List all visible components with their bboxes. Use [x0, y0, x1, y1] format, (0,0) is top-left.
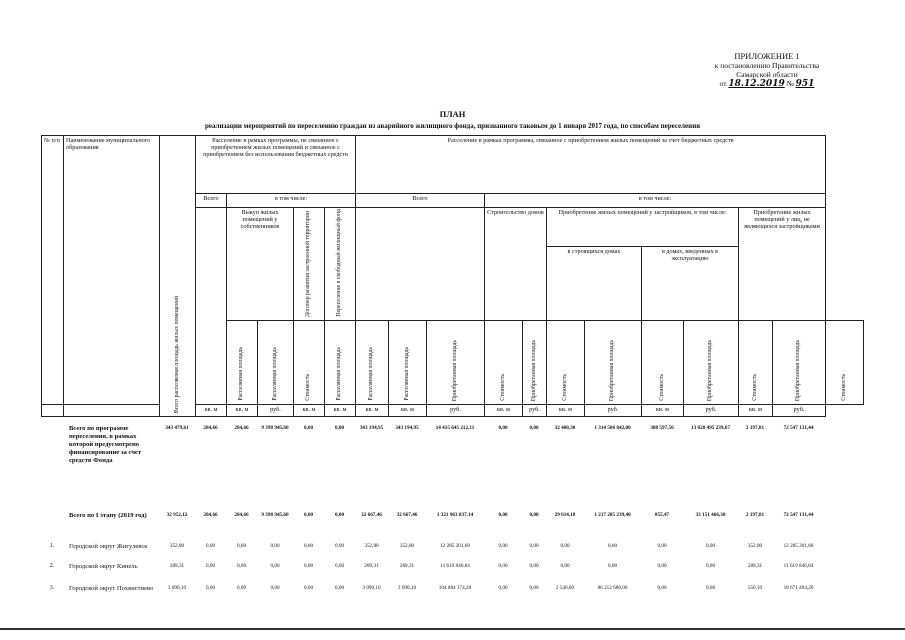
- row-value: 284,66: [203, 425, 218, 431]
- row-value: 0,00: [705, 543, 716, 549]
- table-row: [41, 512, 864, 534]
- row-value: 0,00: [560, 543, 570, 549]
- appendix-title: ПРИЛОЖЕНИЕ 1: [734, 51, 800, 61]
- row-value: 18 671 494,20: [783, 585, 814, 591]
- row-value: 11 619 846,84: [440, 563, 470, 569]
- row-name: Городской округ Кинель: [69, 563, 138, 570]
- row-value: 29 614,18: [554, 512, 576, 518]
- row-number: 3.: [49, 585, 55, 591]
- row-value: 33 151 466,30: [695, 512, 726, 518]
- row-value: 0,00: [657, 585, 667, 591]
- row-value: 855,47: [654, 512, 670, 518]
- row-value: 9 398 945,60: [261, 512, 289, 518]
- row-name: Всего по I этапу (2019 год): [69, 512, 147, 519]
- row-value: 32 667,46: [361, 512, 382, 518]
- row-value: 289,31: [169, 563, 185, 569]
- handwritten-date: 18.12.2019: [728, 79, 785, 89]
- row-value: 2 197,81: [745, 425, 765, 431]
- row-value: 308 597,56: [650, 425, 674, 431]
- stroitelstvo-header: Строительство домов: [485, 208, 547, 321]
- row-value: 0,00: [657, 543, 667, 549]
- row-value: 284,66: [203, 512, 218, 518]
- row-value: 0,00: [529, 425, 539, 431]
- row-number: 1.: [49, 543, 55, 549]
- row-value: 0,00: [303, 512, 314, 518]
- row-number: 2.: [49, 563, 55, 569]
- page-bottom-border: [0, 628, 905, 630]
- row-value: 343 194,95: [395, 425, 419, 431]
- row-value: 13 028 495 239,67: [691, 425, 730, 431]
- row-value: 2 540,00: [555, 585, 575, 591]
- col-total-area-header: Всего расселяемая площадь жилых помещений: [160, 136, 196, 417]
- appendix-line2: Самарской области: [736, 70, 798, 79]
- v-tom-chisle2-header: в том числе:: [485, 194, 826, 208]
- row-value: 0,00: [334, 585, 345, 591]
- row-value: 72 547 131,44: [783, 512, 814, 518]
- row-value: 0,00: [529, 563, 539, 569]
- row-value: 352,80: [747, 543, 763, 549]
- handwritten-number: 951: [795, 79, 815, 89]
- row-value: 289,31: [399, 563, 415, 569]
- row-value: 0,00: [334, 543, 345, 549]
- row-value: 0,00: [705, 563, 716, 569]
- row-value: 343 479,61: [165, 425, 189, 431]
- dogovor-header: Договор развития застроенной территории: [294, 208, 325, 321]
- vsego2-header: Всего: [356, 194, 485, 208]
- row-value: 289,31: [747, 563, 763, 569]
- row-value: 0,00: [498, 512, 508, 518]
- table-row: [41, 543, 864, 561]
- row-value: 86 212 680,00: [597, 585, 628, 591]
- row-value: 0,00: [303, 543, 314, 549]
- row-value: 0,00: [529, 585, 539, 591]
- pereselenie-header: Переселение в свободный жилищный фонд: [325, 208, 356, 321]
- group-linked-header: Расселение в рамках программы, связанное с приобретением жилых помещений за счет бюджетных средств: [356, 136, 826, 194]
- row-value: 0,00: [236, 543, 247, 549]
- plan-header-table: № п/п Наименование муниципального образования Всего расселяемая площадь жилых помещений Расселение в рамках программы, не связанное с приобретением жилых помещений и связанное с приобретением без использования бюджетных средств Расселение в рамках программы, связанное с приобретением жилых помещений за счет бюджетных средств Всего в том числе: Всего в том числе: Выкуп жилых помещений у собственников Договор развития застроенной территории Переселение в свободный жилищный фонд Строительство домов Приобретение жилых помещений у застройщиков, в том числе: Приобретение жилых помещений у лиц, не являющихся застройщиками в строящихся домах в домах, введенных в эксплуатацию Расселяемая площадь Расселяемая площадь Стоимость Расселяемая площадь Расселяемая площадь Расселяемая площадь Приобретаемая площадь Стоимость Приобретаемая площадь Стоимость Приобретаемая площадь Стоимость Приобретаемая площадь Стоимость Приобретаемая площадь Стоимость кв. м кв. м руб. кв. м кв. м кв. м кв. м руб. кв. м руб. кв. м руб. кв. м руб. кв. м руб.: [41, 135, 864, 417]
- row-value: 289,31: [364, 563, 379, 569]
- row-value: 0,00: [498, 585, 508, 591]
- row-value: 0,00: [607, 563, 618, 569]
- priobr-zastr-header: Приобретение жилых помещений у застройщиков, в том числе:: [547, 208, 739, 247]
- row-value: 2 197,81: [745, 512, 765, 518]
- row-value: 352,80: [169, 543, 185, 549]
- row-value: 0,00: [205, 563, 216, 569]
- row-value: 104 884 174,20: [438, 585, 472, 591]
- row-value: 0,00: [560, 563, 570, 569]
- row-value: 0,00: [529, 543, 539, 549]
- row-value: 352,80: [399, 543, 415, 549]
- row-value: 0,00: [334, 425, 345, 431]
- row-value: 1 321 963 837,14: [436, 512, 474, 518]
- table-row: [41, 585, 864, 609]
- row-value: 11 619 846,84: [783, 563, 814, 569]
- row-value: 1 314 506 842,00: [594, 425, 631, 431]
- row-value: 0,00: [236, 585, 247, 591]
- row-value: 0,00: [498, 543, 508, 549]
- row-value: 0,00: [270, 563, 280, 569]
- row-value: 0,00: [607, 543, 618, 549]
- plan-title: ПЛАН: [439, 109, 466, 119]
- row-value: 0,00: [657, 563, 667, 569]
- row-value: 0,00: [270, 543, 280, 549]
- priobr-lic-header: Приобретение жилых помещений у лиц, не являющихся застройщиками: [739, 208, 826, 321]
- row-value: 1 217 285 239,40: [594, 512, 631, 518]
- row-value: 32 400,30: [554, 425, 576, 431]
- row-value: 72 547 131,44: [783, 425, 814, 431]
- row-value: 0,00: [498, 563, 508, 569]
- row-value: 284,66: [234, 425, 249, 431]
- v-domah-header: в домах, введенных в эксплуатацию: [642, 247, 739, 321]
- appendix-line1: к постановлению Правительства: [714, 61, 820, 70]
- row-value: 0,00: [303, 425, 314, 431]
- group-not-linked-header: Расселение в рамках программы, не связанное с приобретением жилых помещений и связанное с приобретением без использования бюджетных средств: [196, 136, 356, 194]
- buyout-header: Выкуп жилых помещений у собственников: [227, 208, 294, 321]
- row-value: 0,00: [236, 563, 247, 569]
- appendix-block: [707, 52, 827, 89]
- row-name: Городской округ Похвистнево: [69, 585, 154, 592]
- row-value: 0,00: [205, 543, 216, 549]
- row-value: 0,00: [303, 585, 314, 591]
- row-value: 32 952,12: [166, 512, 188, 518]
- col-name-header: Наименование муниципального образования: [64, 136, 160, 405]
- table-row: [41, 563, 864, 581]
- units-row: кв. м кв. м руб. кв. м кв. м кв. м кв. м руб. кв. м руб. кв. м руб. кв. м руб. кв. м руб.: [42, 404, 864, 416]
- row-value: 0,00: [529, 512, 539, 518]
- row-value: 0,00: [270, 585, 280, 591]
- v-tom-chisle-header: в том числе:: [227, 194, 356, 208]
- row-value: 0,00: [205, 585, 216, 591]
- row-value: 3 090,10: [167, 585, 187, 591]
- row-value: 284,66: [234, 512, 249, 518]
- table-row: [41, 425, 864, 505]
- appendix-signature-line: от 18.12.2019 № 951: [719, 79, 815, 89]
- v-stroyash-header: в строящихся домах: [547, 247, 642, 321]
- row-value: 9 398 945,60: [261, 425, 289, 431]
- row-value: 0,00: [498, 425, 508, 431]
- row-value: 3 090,10: [397, 585, 417, 591]
- row-value: 0,00: [303, 563, 314, 569]
- row-value: 0,00: [334, 563, 345, 569]
- row-value: 0,00: [705, 585, 716, 591]
- row-name: Всего по программе переселения, в рамках которой предусмотрено финансирование за счет средств Фонда: [69, 425, 142, 464]
- row-name: Городской округ Жигулевск: [69, 543, 148, 550]
- row-value: 352,80: [364, 543, 379, 549]
- row-value: 14 415 645 212,11: [435, 425, 475, 431]
- row-value: 3 090,10: [362, 585, 381, 591]
- row-value: 32 667,46: [396, 512, 418, 518]
- col-num-header: № п/п: [42, 136, 64, 405]
- vsego-header: Всего: [196, 194, 227, 208]
- row-value: 0,00: [334, 512, 345, 518]
- row-value: 343 194,95: [359, 425, 384, 431]
- plan-subtitle: реализации мероприятий по переселению граждан из аварийного жилищного фонда, признанного таковым до 1 января 2017 года, по способам переселения: [204, 122, 701, 130]
- row-value: 12 285 201,60: [783, 543, 814, 549]
- row-value: 12 285 201,60: [440, 543, 470, 549]
- row-value: 550,10: [747, 585, 763, 591]
